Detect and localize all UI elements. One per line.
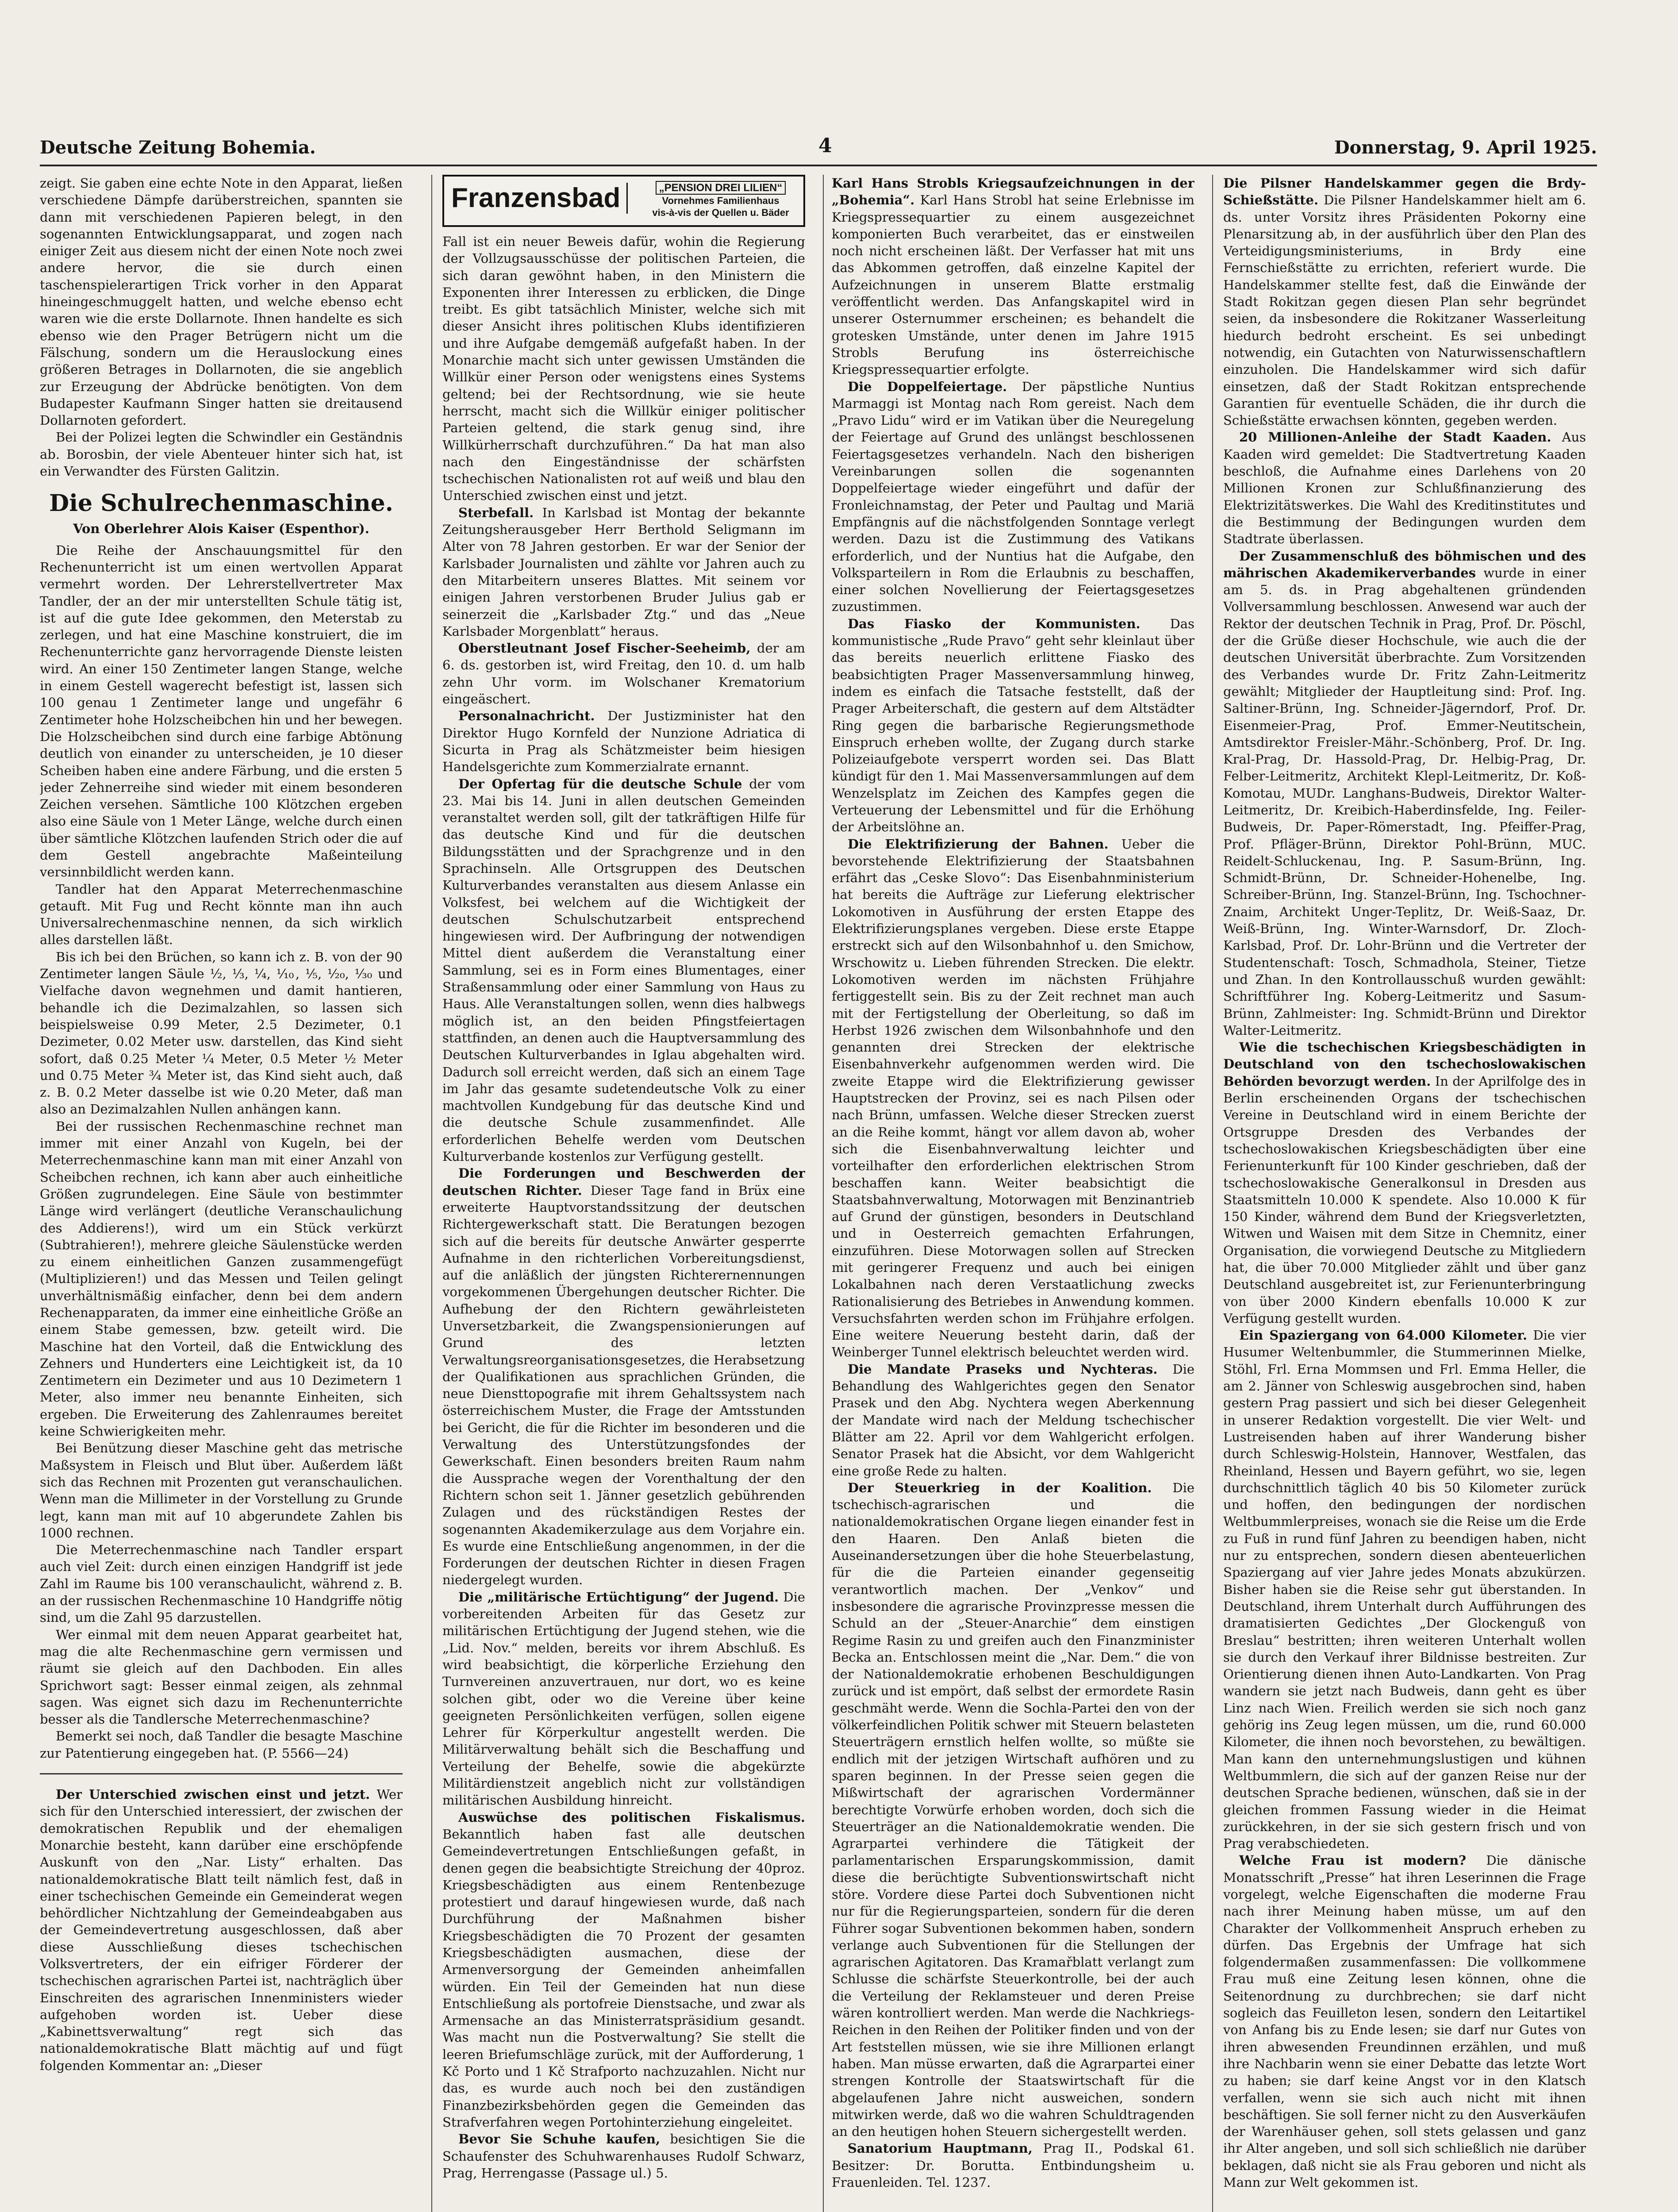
- column-separator: [1212, 175, 1213, 2212]
- column-separator: [431, 175, 432, 2212]
- news-item: [1223, 429, 1586, 547]
- article-text: Bis ich bei den Brüchen, so kann ich z. B. von der 90 Zentimeter langen Säule ½, ⅓, ¼, ⅒, ⅕, ⅟₂₀, ⅟₃₀ und Vielfache davon wegnehmen und damit hantieren, behandle ich die Dezimalzahlen, so lassen sich beispielsweise 0.99 Meter, 2.5 Dezimeter, 0.1 Dezimeter, 0.02 Meter usw. darstellen, das Kind sieht sofort, daß 0.25 Meter ¼ Meter, 0.5 Meter ½ Meter und 0.75 Meter ¾ Meter ist, das Kind sieht auch, daß z. B. 0.2 Meter dasselbe ist wie 0.20 Meter, daß man also an Dezimalzahlen Nullen anhängen kann.: [40, 949, 403, 1117]
- news-item: [832, 2140, 1194, 2191]
- column-1: [40, 175, 403, 2212]
- news-item-lead: Karl Hans Strobls Kriegsaufzeichnungen in der „Bohemia“.: [832, 176, 1194, 208]
- news-item: [1223, 1852, 1586, 2191]
- news-item-text: Dieser Tage fand in Brüx eine erweiterte Hauptvorstandssitzung der deutschen Richtergewerkschaft statt. Die Beratungen bezogen sich auf die bereits für deutsche Anwärter gesperrte Aufnahme in den richterlichen Vorbereitungsdienst, auf die anläßlich der jüngsten Richterernennungen vorgekommenen Übergehungen deutscher Richter. Die Aufhebung der den Richtern gewährleisteten Unversetzbarkeit, die Zwangspensionierungen auf Grund des letzten Verwaltungsreorganisationsgesetzes, die Herabsetzung der Qualifikationen aus sprachlichen Gründen, die neue Diensttopografie mit ihrem Gehaltssystem nach österreichischem Muster, die Frage der Amtsstunden bei Gericht, die für die Richter im besonderen und die Verwaltung des Unterstützungsfondes der Gewerkschaft. Einen besonders breiten Raum nahm die Aussprache wegen der Vorenthaltung der den Richtern schon seit 1. Jänner gesetzlich gebührenden Zulagen und des rückständigen Restes der sogenannten Akademikerzulage aus dem Vorjahre ein. Es wurde eine Entschließung angenommen, in der die Forderungen der deutschen Richter in diesen Fragen niedergelegt wurden.: [442, 1183, 805, 1588]
- article-text: Bemerkt sei noch, daß Tandler die besagte Maschine zur Patentierung eingegeben hat. (P. 5566—24): [40, 1728, 403, 1761]
- news-item-lead: Personalnachricht.: [458, 708, 595, 724]
- header-rule: [40, 165, 1597, 166]
- news-item-lead: Die Forderungen und Beschwerden der deutschen Richter.: [442, 1166, 805, 1198]
- page-header: [40, 133, 1597, 164]
- advertisement-franzensbad: [442, 175, 805, 227]
- news-item-lead: Wie die tschechischen Kriegsbeschädigten in Deutschland von den tschechoslowakischen Behörden bevorzugt werden.: [1223, 1040, 1586, 1089]
- news-item-text: Die vorbereitenden Arbeiten für das Gesetz zur militärischen Ertüchtigung der Jugend stehen, wie die „Lid. Nov.“ melden, bereits vor ihrem Abschluß. Es wird beabsichtigt, die körperliche Erziehung den Turnvereinen anzuvertrauen, nur dort, wo es keine solchen gibt, oder wo die Vereine über keine geeigneten Persönlichkeiten verfügen, sollen eigene Lehrer für Körperkultur angestellt werden. Die Militärverwaltung behält sich die Beschaffung und Verteilung der Behelfe, sowie die abgekürzte Militärdienstzeit angeblich nicht zur vollständigen militärischen Ausbildung hinreicht.: [442, 1589, 805, 1808]
- news-item-lead: Das Fiasko der Kommunisten.: [848, 616, 1140, 631]
- article-text: Bei der Polizei legten die Schwindler ein Geständnis ab. Borosbin, der viele Abenteuer hinter sich hat, ist ein Verwandter des Fürsten Galitzin.: [40, 430, 403, 479]
- news-item-text: Der Justizminister hat den Direktor Hugo Kornfeld der Nunzione Adriatica di Sicurta in Prag als Schätzmeister beim hiesigen Handelsgerichte zum Kommerzialrate ernannt.: [442, 708, 805, 775]
- article-text: Bei der russischen Rechenmaschine rechnet man immer mit einer Anzahl von Kugeln, bei der Meterrechenmaschine kann man mit einer Anzahl von Scheibchen rechnen, ich kann aber auch einheitliche Größen zugrundelegen. Eine Säule von bestimmter Länge wird verlängert (deutliche Veranschaulichung des Addierens!), wird um ein Stück verkürzt (Subtrahieren!), mehrere gleiche Säulenstücke werden zu einem einheitlichen Ganzen zusammengefügt (Multiplizieren!) und das Messen und Teilen gelingt unverhältnismäßig einfacher, denn bei dem andern Rechenapparaten, da immer eine einheitliche Größe an einem Stabe gemessen, bzw. geteilt wird. Die Maschine hat den Vorteil, daß die Entwicklung des Zehners und Hunderters eine Leichtigkeit ist, da 10 Zentimetern ein Dezimeter und aus 10 Dezimetern 1 Meter, also immer neu benannte Einheiten, sich ergeben. Die Erweiterung des Zahlenraumes bereitet keine Schwierigkeiten mehr.: [40, 1118, 403, 1439]
- news-item-lead: Ein Spaziergang von 64.000 Kilometer.: [1239, 1328, 1528, 1343]
- news-item-lead: Die Elektrifizierung der Bahnen.: [848, 836, 1109, 852]
- news-item-lead: 20 Millionen-Anleihe der Stadt Kaaden.: [1239, 430, 1551, 445]
- article-title: Die Schulrechenmaschine.: [49, 490, 393, 517]
- ad-pension-name: „PENSION DREI LILIEN“: [656, 181, 786, 195]
- news-item: [832, 836, 1194, 1361]
- news-item-text: Der päpstliche Nuntius Marmaggi ist Montag nach Rom gereist. Nach dem „Pravo Lidu“ wird er im Vatikan über die Neuregelung der Feiertage auf Grund des unlängst beschlossenen Feiertagsgesetzes verhandeln. Nach den bisherigen Vereinbarungen sollen die sogenannten Doppelfeiertage wieder eingeführt und dafür der Fronleichnamstag, der Peter und Paultag und Mariä Empfängnis auf die nächstfolgenden Sonntage verlegt werden. Dazu ist die Zustimmung des Vatikans erforderlich, und der Nuntius hat die Aufgabe, den Volksparteilern in Rom die Erlaubnis zu beschaffen, einer solchen Novellierung der Feiertagsgesetzes zuzustimmen.: [832, 379, 1194, 614]
- article-text: Tandler hat den Apparat Meterrechenmaschine getauft. Mit Fug und Recht könnte man ihn auch Universalrechenmaschine nennen, da sich wirklich alles darstellen läßt.: [40, 881, 403, 948]
- news-item-text: wurde in einer am 5. ds. in Prag abgehaltenen gründenden Vollversammlung beschlossen. Anwesend war auch der Rektor der deutschen Technik in Prag, Prof. Dr. Pöschl, der die Grüße dieser Hochschule, wie auch die der deutschen Universität überbrachte. Zum Vorsitzenden des Verbandes wurde Dr. Fritz Zahn-Leitmeritz gewählt; Mitglieder der Hauptleitung sind: Prof. Ing. Saltiner-Brünn, Ing. Schneider-Jägerndorf, Prof. Dr. Eisenmeier-Prag, Prof. Emmer-Neutitschein, Amtsdirektor Freisler-Mähr.-Schönberg, Prof. Dr. Ing. Kral-Prag, Dr. Hassold-Prag, Dr. Helbig-Prag, Dr. Felber-Leitmeritz, Architekt Klepl-Leitmeritz, Dr. Koß-Komotau, MUDr. Langhans-Budweis, Direktor Walter-Leitmeritz, Dr. Kreibich-Haberdinsfelde, Ing. Feiler-Budweis, Dr. Paper-Römerstadt, Ing. Pfeiffer-Prag, Prof. Pfläger-Brünn, Direktor Pohl-Brünn, MUC. Reidelt-Schluckenau, Ing. P. Sasum-Brünn, Ing. Schmidt-Brünn, Dr. Schneider-Hohenelbe, Ing. Schreiber-Brünn, Ing. Stanzel-Brünn, Ing. Tschochner-Znaim, Architekt Unger-Teplitz, Dr. Weiß-Saaz, Dr. Weiß-Brünn, Ing. Winter-Warnsdorf, Dr. Zloch-Karlsbad, Prof. Dr. Lohr-Brünn und die Vertreter der Studentenschaft: Tosch, Schmadhola, Steiner, Tietze und Zhan. In den Kontrollausschuß wurden gewählt: Schriftführer Ing. Koberg-Leitmeritz und Sasum-Brünn, Zahlmeister: Ing. Schmidt-Brünn und Direktor Walter-Leitmeritz.: [1223, 565, 1586, 1038]
- news-item: [442, 707, 805, 775]
- news-item-text: Karl Hans Strobl hat seine Erlebnisse im Kriegspressequartier zu einem ausgezeichnet komponierten Buch verarbeitet, das er einstweilen noch nicht erscheinen läßt. Der Verfasser hat mit uns das Abkommen getroffen, daß einzelne Kapitel der Aufzeichnungen in unserem Blatte erstmalig veröffentlicht werden. Das Anfangskapitel wird in unserer Osternummer erscheinen; es behandelt die grotesken Umstände, unter denen im Jahre 1915 Strobls Berufung ins österreichische Kriegspressequartier erfolgte.: [832, 192, 1194, 377]
- ad-location: vis-à-vis der Quellen u. Bäder: [652, 207, 789, 218]
- news-item-text: Die dänische Monatsschrift „Presse“ hat ihren Leserinnen die Frage vorgelegt, welche Eigenschaften die moderne Frau nach ihrer Meinung haben müsse, um auf den Charakter der Vollkommenheit Anspruch erheben zu dürfen. Das Ergebnis der Umfrage hat sich folgendermaßen zusammenfassen: Die vollkommene Frau muß eine Zeitung lesen können, ohne die Seitenordnung zu durchbrechen; sie darf nicht sogleich das Feuilleton lesen, sondern den Leitartikel von Anfang bis zu Ende lesen; sie darf nur Gutes von ihren abwesenden Freundinnen erzählen, und muß ihre Nachbarin wenn sie einer Debatte das letzte Wort zu haben; sie darf keine Angst vor in den Klatsch verfallen, wenn sie sich auch nicht mit ihnen beschäftigen. Sie soll ferner nicht zu den Ausverkäufen der Warenhäuser gehen, soll stets gelassen und ganz ihr Alter angeben, und soll sich schließlich nie darüber beklagen, daß nicht sie als Frau geboren und nicht als Mann zur Welt gekommen ist.: [1223, 1853, 1586, 2190]
- news-item: [442, 504, 805, 640]
- news-item: [1223, 175, 1586, 429]
- news-item-lead: Der Opfertag für die deutsche Schule: [458, 776, 742, 791]
- news-item-lead: Sanatorium Hauptmann,: [848, 2141, 1033, 2156]
- article-text: Fall ist ein neuer Beweis dafür, wohin die Regierung der Vollzugsausschüsse der politischen Parteien, die sich daran gewöhnt haben, in den Ministern die Exponenten ihrer Interessen zu erblicken, die Dinge treibt. Es gibt tatsächlich Minister, welche sich mit dieser Ansicht ihres politischen Klubs identifizieren und ihre Aufgabe demgemäß aufgefaßt haben. In der Monarchie macht sich unter gewissen Umständen die Willkür einer Person oder wenigstens eines Systems geltend; bei der Rechtsordnung, wie sie heute herrscht, macht sich die Willkür einiger politischer Parteien geltend, die stark genug sind, ihre Willkürherrschaft durchzuführen.“ Da hat man also nach den Eingeständnisse der schärfsten tschechischen Nationalisten rot auf weiß und blau den Unterschied zwischen einst und jetzt.: [442, 234, 805, 503]
- news-item-lead: Welche Frau ist modern?: [1239, 1853, 1467, 1868]
- article-text: Die Meterrechenmaschine nach Tandler erspart auch viel Zeit: durch einen einzigen Handgriff ist jede Zahl im Raume bis 100 veranschaulicht, während z. B. an der russischen Rechenmaschine 10 Handgriffe nötig sind, um die Zahl 95 darzustellen.: [40, 1542, 403, 1625]
- section-rule: [40, 1773, 403, 1774]
- news-item-text: Wer sich für den Unterschied interessiert, der zwischen der demokratischen Republik und der ehemaligen Monarchie besteht, kann darüber eine erschöpfende Auskunft von den „Nar. Listy“ erhalten. Das nationaldemokratische Blatt teilt nämlich fest, daß in einer tschechischen Gemeinde ein Gemeinderat wegen behördlicher Nichtzahlung der Gemeindeabgaben aus der Gemeindevertretung ausgeschlossen, daß aber diese Ausschließung dieses tschechischen Volksvertreters, der ein eifriger Förderer der tschechischen agrarischen Partei ist, nachträglich über Einschreiten des agrarischen Innenministers wieder aufgehoben worden ist. Ueber diese „Kabinettsverwaltung“ regt sich das nationaldemokratische Blatt mächtig auf und fügt folgenden Kommentar an: „Dieser: [40, 1787, 403, 2073]
- news-item: [832, 175, 1194, 378]
- news-item: [1223, 1039, 1586, 1327]
- news-item: [832, 1361, 1194, 1479]
- news-item-lead: Oberstleutnant Josef Fischer-Seeheimb,: [458, 641, 751, 656]
- news-item: [442, 1809, 805, 2131]
- issue-date: Donnerstag, 9. April 1925.: [1334, 137, 1597, 158]
- news-item-lead: Auswüchse des politischen Fiskalismus.: [458, 1809, 805, 1825]
- column-2: [442, 175, 805, 2212]
- news-item: [1223, 1327, 1586, 1852]
- ad-details: [641, 181, 800, 219]
- news-item: [442, 2131, 805, 2181]
- news-item-text: Die tschechisch-agrarischen und die nationaldemokratischen Organe liegen einander fest in den Haaren. Den Anlaß bieten die Auseinandersetzungen über die hohe Steuerbelastung, für die die Parteien einander gegenseitig verantwortlich machen. Der „Venkov“ und insbesondere die agrarische Provinzpresse messen die Schuld an der „Steuer-Anarchie“ dem einstigen Regime Rasin zu und greifen auch den Finanzminister Becka an. Entschlossen meint die „Nar. Dem.“ die von der Nationaldemokratie erhobenen Beschuldigungen zurück und ist empört, daß selbst der ermordete Rasin geschmäht werde. Wenn die Sochla-Partei den von der völkerfeindlichen Politik schwer mit Steuern belasteten Steuerträgern ernstlich helfen wollte, so müßte sie endlich mit der jetzigen Wirtschaft aufhören und zu sparen beginnen. In der Presse seien gegen die Mißwirtschaft der agrarischen Vordermänner berechtigte Vorwürfe erhoben worden, doch sich die Steuerträger an die Nationaldemokratie wenden. Die Agrarpartei verhindere die Tätigkeit der parlamentarischen Ersparungskommission, damit diese die berüchtigte Subventionswirtschaft nicht störe. Vordere diese Partei doch Subventionen nicht nur für die Regierungsparteien, sondern für die deren Führer sogar Subventionen bekommen haben, sondern verlange auch Subventionen für die Stellungen der agrarischen Agitatoren. Das Kramařblatt verlangt zum Schlusse die schärfste Steuerkontrolle, bei der auch die Verteilung der Reklamsteuer und deren Preise wären kontrolliert werden. Man werde die Nachkriegs-Reichen in den Reihen der Politiker finden und von der Art feststellen müssen, wie sie ihre Millionen erlangt haben. Man müsse erwarten, daß die Agrarpartei einer strengen Kontrolle der Staatswirtschaft für die abgelaufenen Jahre nicht ausweichen, sondern mitwirken werde, daß wo die wahren Schuldtragenden an den heutigen hohen Steuern sichergestellt werden.: [832, 1480, 1194, 2139]
- news-item: [442, 776, 805, 1165]
- news-item-lead: Die Pilsner Handelskammer gegen die Brdy-Schießstätte.: [1223, 176, 1586, 208]
- news-item-text: besichtigen Sie die Schaufenster des Schuhwarenhauses Rudolf Schwarz, Prag, Herrengasse (Passage ul.) 5.: [442, 2131, 805, 2181]
- news-item: [40, 1786, 403, 2074]
- news-item: [832, 615, 1194, 836]
- column-4: [1223, 175, 1586, 2212]
- news-item-lead: Der Steuerkrieg in der Koalition.: [848, 1480, 1152, 1495]
- page-number: 4: [818, 134, 832, 157]
- news-item-lead: Die Doppelfeiertage.: [848, 379, 1007, 394]
- news-item-lead: Bevor Sie Schuhe kaufen,: [458, 2131, 660, 2147]
- ad-tagline: Vornehmes Familienhaus: [662, 195, 779, 206]
- news-item-text: Bekanntlich haben fast alle deutschen Gemeindevertretungen Entschließungen gefaßt, in denen gegen die beabsichtigte Streichung der 40proz. Kriegsbeschädigten aus einem Rentenbezuge protestiert und darauf hingewiesen wurde, daß nach Durchführung der Maßnahmen bisher Kriegsbeschädigten die 70 Prozent der gesamten Kriegsbeschädigten ausmachen, diese der Armenversorgung der Gemeinden anheimfallen würden. Ein Teil der Gemeinden hat nun diese Entschließung als portofreie Dienstsache, und zwar als Armensache an das Ministerratspräsidium gesandt. Was macht nun die Postverwaltung? Sie stellt die leeren Briefumschläge zurück, mit der Aufforderung, 1 Kč Porto und 1 Kč Strafporto nachzuzahlen. Nicht nur das, es wurde auch noch bei den zuständigen Finanzbezirksbehörden gegen die Gemeinden das Strafverfahren wegen Portohinterziehung eingeleitet.: [442, 1826, 805, 2130]
- news-item-lead: Der Unterschied zwischen einst und jetzt.: [56, 1787, 370, 1802]
- column-separator: [823, 175, 824, 2212]
- article-text: zeigt. Sie gaben eine echte Note in den Apparat, ließen verschiedene Dämpfe darüberstreichen, spannten sie dann mit verschiedenen Papieren belegt, in den sogenannten Entwicklungsapparat, und zogen nach einiger Zeit aus diesem nicht der einen Note noch zwei andere hervor, die sie durch einen taschenspielerartigen Trick vorher in den Apparat hineingeschmuggelt hatten, und welche ebenso echt waren wie die erste Dollarnote. Ihnen handelte es sich ebenso wie den Prager Betrügern nicht um die Fälschung, sondern um die Herauslockung eines größeren Betrages in Dollarnoten, die sie angeblich zur Erzeugung der Abdrücke benötigten. Von dem Budapester Kaufmann Singer hatten sie dreitausend Dollarnoten gefordert.: [40, 176, 403, 428]
- news-item-text: Ueber die bevorstehende Elektrifizierung der Staatsbahnen erfährt das „Ceske Slovo“: Das Eisenbahnministerium hat bereits die Aufträge zur Lieferung elektrischer Lokomotiven in Ausführung der ersten Etappe des Elektrifizierungsplanes vergeben. Diese erste Etappe erstreckt sich auf den Wilsonbahnhof u. den Smichow, Wrschowitz u. Lieben führenden Strecken. Die elektr. Lokomotiven werden im nächsten Frühjahre fertiggestellt sein. Bis zu der Zeit rechnet man auch mit der Fertigstellung der Oberleitung, so daß im Herbst 1926 zwischen dem Wilsonbahnhofe und den genannten drei Strecken der elektrische Eisenbahnverkehr aufgenommen werden wird. Die zweite Etappe wird die Elektrifizierung gewisser Hauptstrecken der Provinz, sei es nach Pilsen oder nach Brünn, umfassen. Welche dieser Strecken zuerst an die Reihe kommt, hängt vor allem davon ab, woher sich die Eisenbahnverwaltung leichter und vorteilhafter den erforderlichen elektrischen Strom beschaffen kann. Weiter beabsichtigt die Staatsbahnverwaltung, Motorwagen mit Benzinantrieb auf Grund der günstigen, besonders in Deutschland und in Oesterreich gemachten Erfahrungen, einzuführen. Diese Motorwagen sollen auf Strecken mit geringerer Frequenz und auch bei einigen Lokalbahnen nach deren Verstaatlichung zwecks Rationalisierung des Betriebes in Anwendung kommen. Versuchsfahrten werden schon im Frühjahre erfolgen. Eine weitere Neuerung besteht darin, daß der Weinberger Tunnel elektrisch beleuchtet werden wird.: [832, 836, 1194, 1360]
- news-item-text: Aus Kaaden wird gemeldet: Die Stadtvertretung Kaaden beschloß, die Aufnahme eines Darlehens von 20 Millionen Kronen zur Schlußfinanzierung des Elektrizitätswerkes. Die Wahl des Kreditinstitutes und die Bestimmung der Bedingungen wurden dem Stadtrate überlassen.: [1223, 430, 1586, 547]
- news-item-text: der vom 23. Mai bis 14. Juni in allen deutschen Gemeinden veranstaltet werden soll, gilt der tatkräftigen Hilfe für das deutsche Kind und für die deutschen Bildungsstätten und der Sprachgrenze und in den Sprachinseln. Alle Ortsgruppen des Deutschen Kulturverbandes veranstalten aus diesem Anlasse ein Volksfest, bei welchem auf die Wichtigkeit der deutschen Schulschutzarbeit entsprechend hingewiesen wird. Der Aufbringung der notwendigen Mittel dient außerdem die Veranstaltung einer Sammlung, sei es in Form eines Blumentages, einer Straßensammlung oder einer Sammlung von Haus zu Haus. Alle Veranstaltungen sollen, wenn dies halbwegs möglich ist, an den beiden Pfingstfeiertagen stattfinden, an denen auch die Hauptversammlung des Deutschen Kulturverbandes in Iglau abgehalten wird. Dadurch soll erreicht werden, daß sich an einem Tage im Jahr das gesamte sudetendeutsche Volk zu einer machtvollen Kundgebung für das deutsche Kind und die deutsche Schule zusammenfindet. Alle erforderlichen Behelfe werden vom Deutschen Kulturverbande kostenlos zur Verfügung gestellt.: [442, 776, 805, 1164]
- news-item-text: Das kommunistische „Rude Pravo“ geht sehr kleinlaut über das bereits neuerlich erlittene Fiasko des beabsichtigten Prager Massenversammlung hinweg, indem es einfach die Tatsache feststellt, daß der Prager Arbeiterschaft, die gestern auf dem Altstädter Ring gegen die barbarische Regierungsmethode Einspruch erheben wollte, der Zugang durch starke Polizeiaufgebote versperrt worden sei. Das Blatt kündigt für den 1. Mai Massenversammlungen auf dem Wenzelsplatz im Zeichen des Kampfes gegen die Verteuerung der Lebensmittel und für die Erhöhung der Arbeitslöhne an.: [832, 616, 1194, 835]
- news-item-text: Die Pilsner Handelskammer hielt am 6. ds. unter Vorsitz ihres Präsidenten Pokorny eine Plenarsitzung ab, in der ausführlich über den Plan des Verteidigungsministeriums, in Brdy eine Fernschießstätte zu errichten, referiert wurde. Die Handelskammer stellte fest, daß die Einwände der Stadt Rokitzan gegen diesen Plan sehr begründet seien, da insbesondere die Rokitzaner Wasserleitung hiedurch bedroht erscheint. Es sei unbedingt notwendig, ein Gutachten von Naturwissenschaftlern einzuholen. Die Handelskammer wird sich dafür einsetzen, daß der Stadt Rokitzan entsprechende Garantien für eventuelle Schäden, die ihr durch die Schießstätte erwachsen könnten, gegeben werden.: [1223, 192, 1586, 428]
- news-item-text: In Karlsbad ist Montag der bekannte Zeitungsherausgeber Herr Berthold Seligmann im Alter von 78 Jahren gestorben. Er war der Senior der Karlsbader Journalisten und zählte vor Jahren auch zu den Mitarbeitern unseres Blattes. Mit seinem vor einigen Jahren verstorbenen Bruder Julius gab er seinerzeit die „Karlsbader Ztg.“ und das „Neue Karlsbader Morgenblatt“ heraus.: [442, 505, 805, 639]
- news-item-lead: Die „militärische Ertüchtigung“ der Jugend.: [458, 1589, 779, 1605]
- news-item-text: In der Aprilfolge des in Berlin erscheinenden Organs der tschechischen Vereine in Deutschland wird in einem Berichte der Ortsgruppe Dresden des Verbandes der tschechoslowakischen Kriegsbeschädigten über eine Ferienunterkunft für 100 Kinder geschrieben, daß der tschechoslowakische Generalkonsul in Dresden aus Staatsmitteln 10.000 K spendete. Also 10.000 K für 150 Kinder, während dem Bund der Kriegsverletzten, Witwen und Waisen mit dem Sitze in Chemnitz, einer Organisation, die vorwiegend Deutsche zu Mitgliedern hat, die über 70.000 Mitglieder zählt und über ganz Deutschland ausgebreitet ist, zur Ferienunterbringung von über 2000 Kindern ebenfalls 10.000 K zur Verfügung gestellt wurden.: [1223, 1073, 1586, 1326]
- column-3: [832, 175, 1194, 2212]
- news-item: [832, 378, 1194, 615]
- article-text: Die Reihe der Anschauungsmittel für den Rechenunterricht ist um einen wertvollen Apparat vermehrt worden. Der Lehrerstellvertreter Max Tandler, der an der mir unterstellten Schule tätig ist, ist auf die gute Idee gekommen, den Meterstab zu zerlegen, und hat eine Maschine konstruiert, die im Rechenunterrichte ganz hervorragende Dienste leisten wird. An einer 150 Zentimeter langen Stange, welche in einem Gestell wagerecht befestigt ist, lassen sich 100 genau 1 Zentimeter lange und ungefähr 6 Zentimeter hohe Holzscheibchen hin und her bewegen. Die Holzscheibchen sind durch eine farbige Abtönung deutlich von einander zu unterscheiden, je 10 dieser Scheiben haben eine andere Färbung, und die ersten 5 jeder Zehnerreihe sind wieder mit einem besonderen Zeichen versehen. Sämtliche 100 Klötzchen ergeben also eine Säule von 1 Meter Länge, welche durch einen über sämtliche Klötzchen laufenden Strich oder die auf dem Gestell angebrachte Maßeinteilung versinnbildlicht werden kann.: [40, 542, 403, 880]
- news-item-lead: Die Mandate Praseks und Nychteras.: [848, 1361, 1158, 1377]
- article-text: Wer einmal mit dem neuen Apparat gearbeitet hat, mag die alte Rechenmaschine gern vermissen und räumt sie gleich auf den Dachboden. Ein alles Sprichwort sagt: Besser einmal zeigen, als zehnmal sagen. Was eignet sich dazu im Rechenunterrichte besser als die Tandlersche Meterrechenmaschine?: [40, 1627, 403, 1727]
- news-item-text: Die vier Husumer Weltenbummler, die Stummerinnen Mielke, Stöhl, Frl. Erna Mommsen und Frl. Emma Heller, die am 2. Jänner von Schleswig ausgebrochen sind, haben gestern Prag passiert und sich bei dieser Gelegenheit in unserer Redaktion vorgestellt. Die vier Welt- und Lustreisenden haben auf ihrer Wanderung bisher durch Schleswig-Holstein, Hannover, Westfalen, das Rheinland, Hessen und Bayern geführt, wo sie, legen durchschnittlich täglich 40 bis 50 Kilometer zurück und hoffen, den bedingungen der nordischen Weltbummlerpreises, wonach sie die Reise um die Erde zu Fuß in rund fünf Jahren zu beendigen haben, nicht nur zu entsprechen, sondern diesen abenteuerlichen Spaziergang auf vier Jahre jedes Monats abzukürzen. Bisher haben sie die Reise sehr gut überstanden. In Deutschland, ihrem Unterhalt durch Aufführungen des dramatisierten Gedichtes „Der Glockenguß von Breslau“ bestritten; ihren weiteren Unterhalt wollen sie durch den Verkauf ihrer Bildnisse bestreiten. Zur Orientierung dienen ihnen Auto-Landkarten. Von Prag wandern sie jetzt nach Budweis, dann geht es über Linz nach Wien. Freilich werden sie sich noch ganz gehörig ins Zeug legen müssen, um die, rund 60.000 Kilometer, die ihnen noch bevorstehen, zu bewältigen. Man kann den unternehmungslustigen und kühnen Weltbummlern, die sich auf der ganzen Reise nur der deutschen Sprache bedienen, wünschen, daß sie in der gleichen frommen Fassung wieder in die Heimat zurückkehren, in der sie sich gestern frisch und von Prag verabschiedeten.: [1223, 1328, 1586, 1851]
- article-text: Bei Benützung dieser Maschine geht das metrische Maßsystem in Fleisch und Blut über. Außerdem läßt sich das Rechnen mit Prozenten gut veranschaulichen. Wenn man die Millimeter in der Vorstellung zu Grunde legt, kann man mit auf 10 abgerundete Zahlen bis 1000 rechnen.: [40, 1440, 403, 1540]
- news-item: [442, 640, 805, 707]
- news-item-text: der am 6. ds. gestorben ist, wird Freitag, den 10. d. um halb zehn Uhr vorm. im Wolschaner Krematorium eingeäschert.: [442, 641, 805, 707]
- ad-title: Franzensbad: [451, 183, 628, 214]
- news-item-text: Prag II., Podskal 61. Besitzer: Dr. Borutta. Entbindungsheim u. Frauenleiden. Tel. 1237.: [832, 2141, 1194, 2190]
- news-item: [1223, 548, 1586, 1039]
- newspaper-name: Deutsche Zeitung Bohemia.: [40, 137, 316, 158]
- news-item-lead: Sterbefall.: [458, 505, 534, 520]
- news-item: [442, 1589, 805, 1809]
- news-item-text: Die Behandlung des Wahlgerichtes gegen den Senator Prasek und den Abg. Nychtera wegen Aberkennung der Mandate wird nach der Meldung tschechischer Blätter am 22. April vor dem Wahlgericht erfolgen. Senator Prasek hat die Absicht, vor dem Wahlgericht eine große Rede zu halten.: [832, 1361, 1194, 1479]
- news-item-lead: Der Zusammenschluß des böhmischen und des mährischen Akademikerverbandes: [1223, 548, 1586, 580]
- article-byline: Von Oberlehrer Alois Kaiser (Espenthor).: [73, 521, 369, 537]
- news-item: [442, 1165, 805, 1588]
- news-item: [832, 1479, 1194, 2140]
